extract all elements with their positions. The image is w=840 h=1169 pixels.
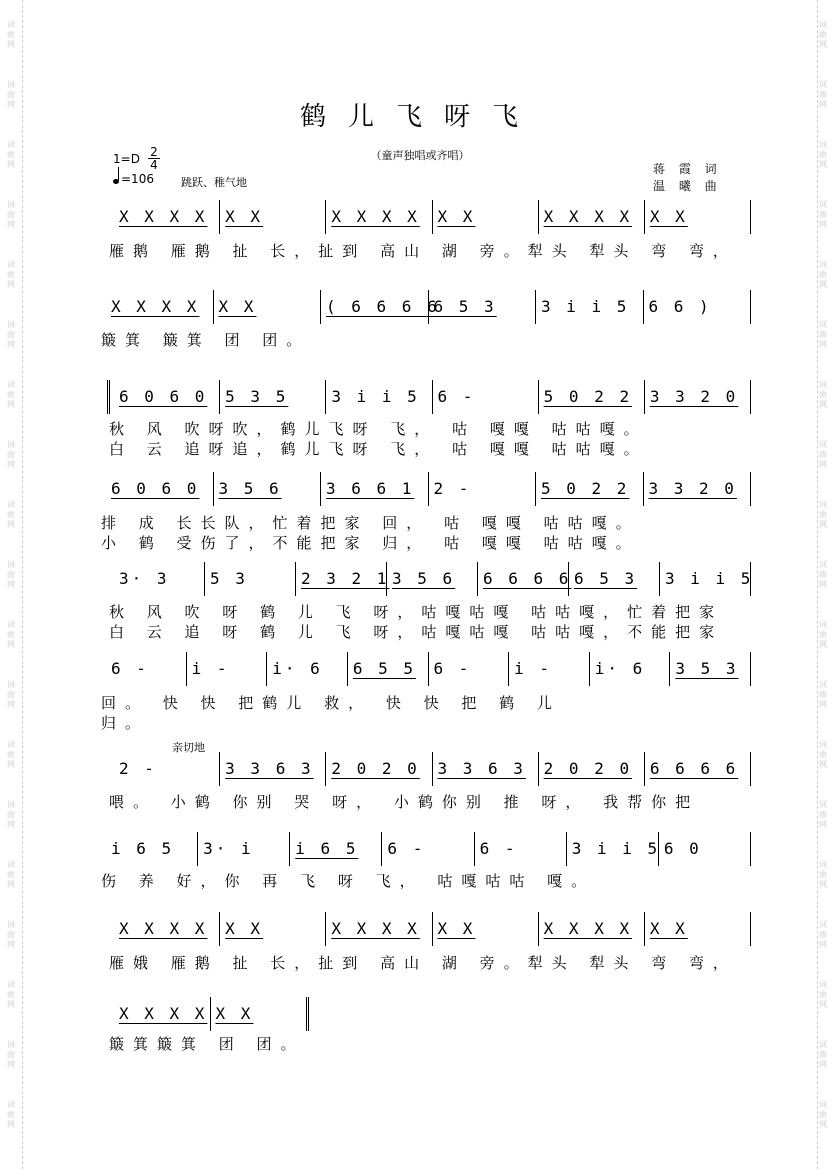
barline	[428, 652, 429, 686]
measure-notes: X X X X	[543, 207, 633, 226]
barline	[266, 652, 267, 686]
lyric-line: 喂。 小鹤 你别 哭 呀， 小鹤你别 推 呀， 我帮你把	[109, 793, 700, 811]
watermark-left: 词 曲 网	[7, 560, 15, 589]
measure-notes: X X X X	[111, 297, 200, 316]
measure-notes: 2 0 2 0	[331, 759, 420, 778]
barline	[644, 752, 645, 786]
watermark-right: 词 曲 网	[819, 620, 827, 649]
barline	[432, 200, 433, 234]
score-line	[0, 912, 840, 946]
measure-notes: 6 5 3	[574, 569, 638, 588]
measure-notes: 3 3 2 0	[649, 387, 739, 406]
measure-notes: 6 5 3	[433, 297, 497, 316]
barline	[428, 290, 429, 324]
barline	[320, 290, 321, 324]
measure-notes: 6 -	[437, 387, 476, 406]
measure-notes: 2 0 2 0	[543, 759, 633, 778]
measure-notes: 3 5 6	[392, 569, 456, 588]
measure-notes: X X X X	[331, 919, 420, 938]
song-title: 鹤儿飞呀飞	[299, 102, 540, 132]
measure-notes: 3 3 6 3	[225, 759, 314, 778]
barline	[750, 380, 751, 414]
measure-notes: X X X X	[543, 919, 633, 938]
barline	[750, 562, 751, 596]
barline	[669, 652, 670, 686]
watermark-right: 词 曲 网	[819, 800, 827, 829]
time-signature-top: 2	[150, 145, 158, 159]
measure-notes: X X	[437, 919, 476, 938]
watermark-left: 词 曲 网	[7, 140, 15, 169]
tempo-value: =106	[121, 172, 154, 186]
measure-notes: 5 0 2 2	[541, 479, 630, 498]
barline	[538, 200, 539, 234]
barline	[566, 832, 567, 866]
barline	[289, 832, 290, 866]
measure-notes: X X X X	[119, 207, 208, 226]
time-signature	[148, 146, 160, 171]
quarter-note-icon	[113, 179, 119, 184]
barline	[750, 752, 751, 786]
score-line	[0, 472, 840, 506]
lyric-line: 雁鹅 雁鹅 扯 长，扯到 高山 湖 旁。犁头 犁头 弯 弯，	[109, 242, 737, 260]
measure-notes: i 6 5	[295, 839, 359, 858]
lyric-line: 排 成 长长队，忙着把家 回， 咕 嘎嘎 咕咕嘎。	[101, 514, 640, 532]
barline	[347, 652, 348, 686]
barline	[381, 832, 382, 866]
measure-notes: i 6 5	[111, 839, 175, 858]
watermark-right: 词 曲 网	[819, 500, 827, 529]
measure-notes: X X X X	[119, 1004, 208, 1023]
score-line	[0, 652, 840, 686]
lyric-line: 簸箕簸箕 团 团。	[109, 1035, 305, 1053]
lyric-line: 簸箕 簸箕 团 团。	[101, 331, 311, 349]
barline	[219, 752, 220, 786]
measure-notes: i· 6	[272, 659, 323, 678]
watermark-left: 词 曲 网	[7, 1100, 15, 1129]
measure-notes: 2 -	[433, 479, 472, 498]
barline	[325, 752, 326, 786]
barline	[750, 652, 751, 686]
measure-notes: 5 3 5	[225, 387, 289, 406]
measure-notes: 6 0 6 0	[111, 479, 200, 498]
watermark-right: 词 曲 网	[819, 1100, 827, 1129]
barline	[644, 200, 645, 234]
measure-notes: 3 i i 5	[541, 297, 630, 316]
barline	[538, 752, 539, 786]
watermark-left: 词 曲 网	[7, 860, 15, 889]
measure-notes: 6 -	[111, 659, 149, 678]
lyric-line: 秋 风 吹 呀 鹤 儿 飞 呀，咕嘎咕嘎 咕咕嘎，忙着把家	[109, 603, 724, 621]
watermark-right: 词 曲 网	[819, 560, 827, 589]
watermark-left: 词 曲 网	[7, 920, 15, 949]
barline	[210, 997, 211, 1031]
key-signature: 1=D	[113, 152, 140, 166]
barline	[325, 200, 326, 234]
watermark-left: 词 曲 网	[7, 1040, 15, 1069]
watermark-right: 词 曲 网	[819, 1040, 827, 1069]
measure-notes: 5 3	[210, 569, 248, 588]
watermark-left: 词 曲 网	[7, 500, 15, 529]
barline	[750, 290, 751, 324]
watermark-left: 词 曲 网	[7, 680, 15, 709]
barline	[386, 562, 387, 596]
watermark-left: 词 曲 网	[7, 20, 15, 49]
watermark-right: 词 曲 网	[819, 680, 827, 709]
score-line	[0, 832, 840, 866]
watermark-left: 词 曲 网	[7, 200, 15, 229]
score-line	[0, 562, 840, 596]
measure-notes: 3 i i 5	[665, 569, 754, 588]
barline	[213, 472, 214, 506]
expression-marking-2: 亲切地	[172, 741, 205, 754]
barline	[219, 912, 220, 946]
measure-notes: 5 0 2 2	[543, 387, 633, 406]
barline	[295, 562, 296, 596]
barline	[325, 912, 326, 946]
measure-notes: X X	[218, 297, 257, 316]
lyric-line: 秋 风 吹呀吹，鹤儿飞呀 飞， 咕 嘎嘎 咕咕嘎。	[109, 420, 648, 438]
time-signature-bottom: 4	[148, 158, 160, 171]
measure-notes: X X	[225, 919, 264, 938]
barline	[204, 562, 205, 596]
watermark-left: 词 曲 网	[7, 380, 15, 409]
measure-notes: i -	[514, 659, 553, 678]
watermark-right: 词 曲 网	[819, 920, 827, 949]
watermark-left: 词 曲 网	[7, 260, 15, 289]
lyricist-credit: 蒋 霞 词	[653, 162, 722, 176]
composer-credit: 温 曦 曲	[653, 179, 722, 193]
measure-notes: 6 6 6 6	[649, 759, 739, 778]
score-line	[0, 997, 840, 1031]
measure-notes: 6 0 6 0	[119, 387, 208, 406]
watermark-right: 词 曲 网	[819, 740, 827, 769]
barline	[432, 380, 433, 414]
barline	[508, 652, 509, 686]
watermark-right: 词 曲 网	[819, 260, 827, 289]
lyric-line: 伤 养 好，你 再 飞 呀 飞， 咕嘎咕咕 嘎。	[101, 872, 596, 890]
watermark-left: 词 曲 网	[7, 740, 15, 769]
barline	[538, 912, 539, 946]
watermark-right: 词 曲 网	[819, 80, 827, 109]
barline	[186, 652, 187, 686]
barline	[213, 290, 214, 324]
barline	[589, 652, 590, 686]
measure-notes: X X X X	[331, 207, 420, 226]
watermark-right: 词 曲 网	[819, 200, 827, 229]
measure-notes: 2 -	[119, 759, 157, 778]
barline	[477, 562, 478, 596]
expression-marking: 跳跃、稚气地	[181, 176, 247, 189]
barline	[535, 472, 536, 506]
measure-notes: 6 6 6 6	[483, 569, 572, 588]
watermark-left: 词 曲 网	[7, 980, 15, 1009]
barline	[750, 832, 751, 866]
barline	[658, 832, 659, 866]
barline	[428, 472, 429, 506]
performance-note: （童声独唱或齐唱）	[370, 149, 470, 162]
barline	[432, 912, 433, 946]
lyric-line: 归。	[101, 714, 150, 732]
watermark-left: 词 曲 网	[7, 320, 15, 349]
measure-notes: 3 5 3	[675, 659, 739, 678]
barline	[219, 380, 220, 414]
measure-notes: X X	[649, 919, 688, 938]
barline	[474, 832, 475, 866]
watermark-right: 词 曲 网	[819, 320, 827, 349]
lyric-line: 白 云 追 呀 鹤 儿 飞 呀，咕嘎咕嘎 咕咕嘎，不能把家	[109, 623, 724, 641]
watermark-right: 词 曲 网	[819, 380, 827, 409]
barline	[320, 472, 321, 506]
watermark-right: 词 曲 网	[819, 440, 827, 469]
lyric-line: 雁娥 雁鹅 扯 长，扯到 高山 湖 旁。犁头 犁头 弯 弯，	[109, 954, 737, 972]
measure-notes: X X	[437, 207, 476, 226]
measure-notes: 3· 3	[119, 569, 170, 588]
measure-notes: i -	[191, 659, 230, 678]
measure-notes: 6 -	[387, 839, 426, 858]
lyric-line: 白 云 追呀追，鹤儿飞呀 飞， 咕 嘎嘎 咕咕嘎。	[109, 440, 648, 458]
watermark-left: 词 曲 网	[7, 800, 15, 829]
barline	[643, 472, 644, 506]
barline	[568, 562, 569, 596]
barline	[750, 472, 751, 506]
measure-notes: X X	[215, 1004, 254, 1023]
barline	[644, 912, 645, 946]
barline	[643, 290, 644, 324]
measure-notes: 6 0	[663, 839, 702, 858]
measure-notes: ( 6 6 6 6	[326, 297, 440, 316]
score-line	[0, 200, 840, 234]
measure-notes: X X	[225, 207, 264, 226]
score-line	[0, 290, 840, 324]
measure-notes: i· 6	[594, 659, 646, 678]
measure-notes: 3 5 6	[218, 479, 282, 498]
barline	[750, 912, 751, 946]
barline	[325, 380, 326, 414]
watermark-right: 词 曲 网	[819, 860, 827, 889]
watermark-left: 词 曲 网	[7, 80, 15, 109]
tempo-marking	[113, 172, 154, 186]
watermark-right: 词 曲 网	[819, 20, 827, 49]
barline	[432, 752, 433, 786]
barline	[219, 200, 220, 234]
measure-notes: 3 i i 5	[571, 839, 661, 858]
measure-notes: 3 3 2 0	[648, 479, 737, 498]
score-line	[0, 752, 840, 786]
measure-notes: 3· i	[203, 839, 254, 858]
measure-notes: 6 -	[433, 659, 472, 678]
watermark-right: 词 曲 网	[819, 980, 827, 1009]
watermark-right: 词 曲 网	[819, 140, 827, 169]
measure-notes: 6 -	[479, 839, 518, 858]
measure-notes: X X X X	[119, 919, 208, 938]
measure-notes: X X	[649, 207, 688, 226]
barline	[750, 200, 751, 234]
barline	[538, 380, 539, 414]
barline	[644, 380, 645, 414]
lyric-line: 小 鹤 受伤了，不能把家 归， 咕 嘎嘎 咕咕嘎。	[101, 534, 640, 552]
final-barline	[306, 997, 311, 1031]
barline	[197, 832, 198, 866]
barline	[659, 562, 660, 596]
measure-notes: 2 3 2 1	[301, 569, 390, 588]
measure-notes: 3 6 6 1	[326, 479, 415, 498]
watermark-left: 词 曲 网	[7, 620, 15, 649]
barline	[535, 290, 536, 324]
measure-notes: 3 3 6 3	[437, 759, 526, 778]
repeat-start-barline	[107, 380, 112, 414]
score-line	[0, 380, 840, 414]
lyric-line: 回。 快 快 把鹤儿 救， 快 快 把 鹤 儿	[101, 694, 561, 712]
measure-notes: 3 i i 5	[331, 387, 420, 406]
watermark-left: 词 曲 网	[7, 440, 15, 469]
measure-notes: 6 5 5	[352, 659, 417, 678]
measure-notes: 6 6 )	[648, 297, 712, 316]
